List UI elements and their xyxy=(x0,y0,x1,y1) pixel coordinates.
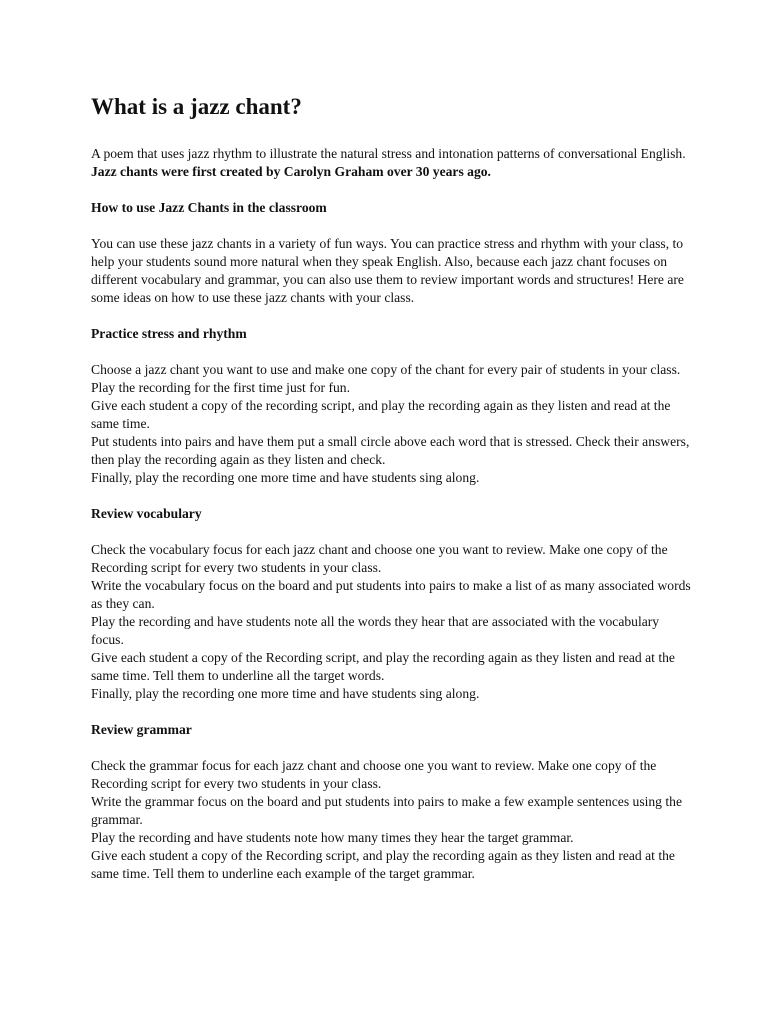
vocabulary-step: Play the recording and have students note all the words they hear that are associated with the vocabulary focus. xyxy=(91,614,660,647)
grammar-heading: Review grammar xyxy=(91,722,192,737)
stress-steps xyxy=(91,361,691,487)
grammar-steps xyxy=(91,757,691,883)
grammar-step: Check the grammar focus for each jazz chant and choose one you want to review. Make one copy of the Recording script for every two students in your class. xyxy=(91,758,657,791)
vocabulary-step: Finally, play the recording one more time and have students sing along. xyxy=(91,686,480,701)
grammar-step: Play the recording and have students note how many times they hear the target grammar. xyxy=(91,830,574,845)
grammar-step: Write the grammar focus on the board and put students into pairs to make a few example sentences using the grammar. xyxy=(91,794,682,827)
stress-step: Put students into pairs and have them put a small circle above each word that is stressed. Check their answers, then play the recording again as they listen and check. xyxy=(91,434,690,467)
stress-step: Choose a jazz chant you want to use and make one copy of the chant for every pair of students in your class. xyxy=(91,362,681,377)
intro-paragraph xyxy=(91,145,691,181)
stress-heading: Practice stress and rhythm xyxy=(91,326,247,341)
vocabulary-step: Check the vocabulary focus for each jazz chant and choose one you want to review. Make one copy of the Recording script for every two students in your class. xyxy=(91,542,668,575)
stress-step: Finally, play the recording one more time and have students sing along. xyxy=(91,470,480,485)
page-title: What is a jazz chant? xyxy=(91,94,302,119)
vocabulary-steps xyxy=(91,541,691,703)
how-to-heading: How to use Jazz Chants in the classroom xyxy=(91,200,327,215)
vocabulary-step: Give each student a copy of the Recording script, and play the recording again as they listen and read at the same time. Tell them to underline all the target words. xyxy=(91,650,675,683)
stress-step: Give each student a copy of the recording script, and play the recording again as they listen and read at the same time. xyxy=(91,398,671,431)
intro-bold-text: Jazz chants were first created by Carolyn Graham over 30 years ago. xyxy=(91,164,491,179)
vocabulary-heading: Review vocabulary xyxy=(91,506,202,521)
vocabulary-step: Write the vocabulary focus on the board and put students into pairs to make a list of as many associated words as they can. xyxy=(91,578,691,611)
intro-text: A poem that uses jazz rhythm to illustrate the natural stress and intonation patterns of conversational English. xyxy=(91,146,686,161)
stress-step: Play the recording for the first time just for fun. xyxy=(91,380,350,395)
document-page xyxy=(91,92,691,901)
how-to-body: You can use these jazz chants in a variety of fun ways. You can practice stress and rhythm with your class, to help your students sound more natural when they speak English. Also, because each jazz chant focuses on different vocabulary and grammar, you can also use them to review important words and structures! Here are some ideas on how to use these jazz chants with your class. xyxy=(91,236,684,305)
grammar-step: Give each student a copy of the Recording script, and play the recording again as they listen and read at the same time. Tell them to underline each example of the target grammar. xyxy=(91,848,675,881)
